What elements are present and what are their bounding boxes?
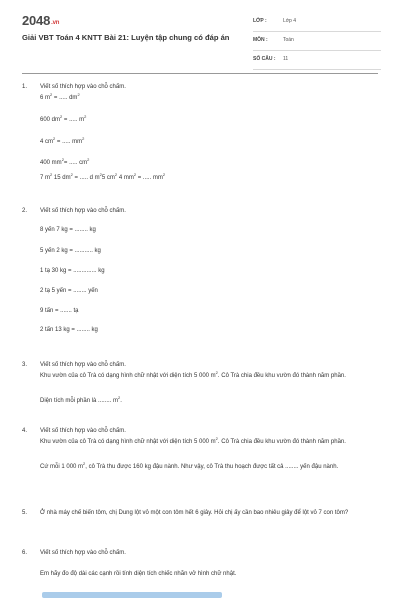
question-prompt: Viết số thích hợp vào chỗ chấm. [40, 84, 126, 90]
exercise-line: 2 tấn 13 kg = ........ kg [40, 327, 98, 333]
meta-row-grade [253, 16, 381, 32]
question-number: 6. [22, 550, 28, 556]
exercise-line: 8 yến 7 kg = ........ kg [40, 227, 96, 233]
figure-top-edge [42, 592, 222, 598]
exercise-line: 2 tạ 5 yến = ........ yến [40, 288, 98, 294]
meta-row-subject [253, 35, 381, 51]
question-text: Khu vườn của cô Trà có dạng hình chữ nhật với diện tích 5 000 $m^2$. Cô Trà chia đều khu vườn đó thành năm phần. [40, 370, 346, 379]
question-prompt: Viết số thích hợp vào chỗ chấm. [40, 362, 126, 368]
question-text: Khu vườn của cô Trà có dạng hình chữ nhật với diện tích 5 000 $m^2$. Cô Trà chia đều khu vườn đó thành năm phần. [40, 436, 346, 445]
exercise-line: 600 $dm^2$ = ..... $m^2$ [40, 114, 87, 123]
question-text: Em hãy đo độ dài các cạnh rồi tính diện tích chiếc nhãn vở hình chữ nhật. [40, 571, 237, 577]
site-logo[interactable] [22, 13, 59, 28]
exercise-line: 400 $mm^2=$ ..... $cm^2$ [40, 157, 90, 166]
header-divider [22, 73, 378, 74]
meta-row-count [253, 54, 381, 70]
question-number: 2. [22, 208, 28, 214]
meta-value: 11 [283, 56, 289, 62]
page-header [0, 0, 400, 68]
answer-line: Diện tích mỗi phần là ........ $m^2$. [40, 395, 122, 404]
exercise-line: 6 $m^2$ = ..... $dm^2$ [40, 92, 80, 101]
meta-label: SỐ CÂU : [253, 56, 276, 62]
question-prompt: Viết số thích hợp vào chỗ chấm. [40, 208, 126, 214]
worksheet-meta [253, 16, 381, 73]
question-prompt: Viết số thích hợp vào chỗ chấm. [40, 428, 126, 434]
exercise-line: 5 yến 2 kg = ........... kg [40, 248, 101, 254]
question-number: 5. [22, 510, 28, 516]
question-number: 3. [22, 362, 28, 368]
exercise-line: 9 tấn = ....... tạ [40, 308, 79, 314]
meta-label: MÔN : [253, 37, 268, 43]
meta-label: LỚP : [253, 18, 267, 24]
page-title: Giải VBT Toán 4 KNTT Bài 21: Luyện tập chung có đáp án [22, 33, 230, 42]
exercise-line: 1 tạ 30 kg = .............. kg [40, 268, 105, 274]
question-text: Ở nhà máy chế biến tôm, chị Dung lột vỏ một con tôm hết 6 giây. Hỏi chị ấy cần bao nhiêu giây để lột vỏ 7 con tôm? [40, 510, 349, 516]
answer-line: Cứ mỗi 1 000 $m^2$, cô Trà thu được 160 kg đậu nành. Như vậy, cô Trà thu hoạch được tất cả ........ yến đậu nành. [40, 461, 339, 470]
question-prompt: Viết số thích hợp vào chỗ chấm. [40, 550, 126, 556]
meta-value: Toán [283, 37, 294, 43]
exercise-line: 4 $cm^2$ = ..... $mm^2$ [40, 136, 85, 145]
question-number: 1. [22, 84, 28, 90]
question-number: 4. [22, 428, 28, 434]
logo-suffix: .vn [51, 20, 60, 26]
logo-text: 2048 [22, 13, 51, 28]
meta-value: Lớp 4 [283, 18, 297, 24]
exercise-line: 7 $m^2$ 15 $dm^2$ = ..... d $m^25$ $cm^2$ 4 $mm^2$ = ..... $mm^2$ [40, 172, 166, 181]
